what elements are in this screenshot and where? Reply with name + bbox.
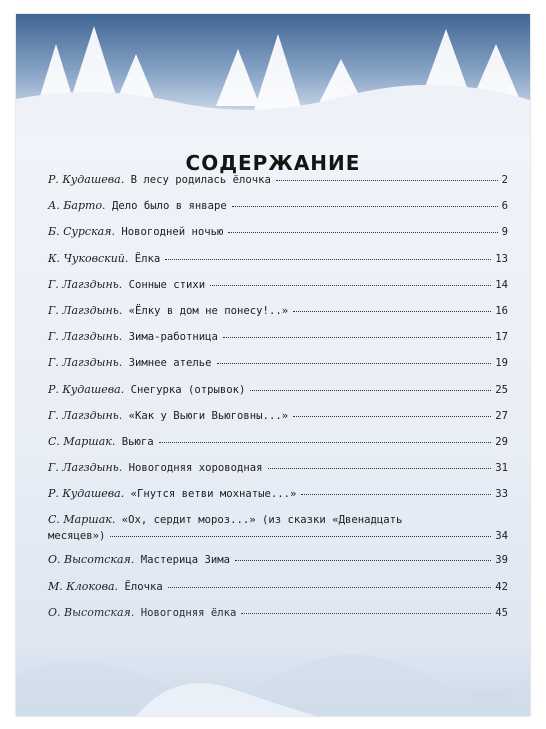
toc-page-number: 29 <box>495 435 508 448</box>
toc-entry <box>48 253 508 279</box>
toc-page-number: 6 <box>501 200 508 213</box>
toc-entry <box>48 357 508 383</box>
table-of-contents <box>48 174 508 633</box>
toc-entry <box>48 331 508 357</box>
toc-author: Г. Лагздынь. <box>48 277 123 291</box>
toc-title: Зимнее ателье <box>128 357 212 370</box>
toc-title: В лесу родилась ёлочка <box>130 174 271 186</box>
toc-entry <box>48 462 508 488</box>
dot-leader <box>165 259 491 260</box>
toc-title: «Ёлку в дом не понесу!..» <box>128 304 289 317</box>
dot-leader <box>235 560 491 561</box>
toc-author: Р. Кудашева. <box>48 487 125 501</box>
toc-author: С. Маршак. <box>48 513 116 527</box>
toc-entry <box>48 200 508 226</box>
toc-page-number: 9 <box>501 226 508 239</box>
book-page <box>16 14 530 716</box>
dot-leader <box>223 337 491 338</box>
toc-page-number: 31 <box>495 462 508 475</box>
toc-author: Г. Лагздынь. <box>48 330 123 344</box>
toc-entry <box>48 279 508 305</box>
toc-title: Зима-работница <box>128 331 218 344</box>
dot-leader <box>293 311 491 312</box>
toc-title: «Ох, сердит мороз...» (из сказки «Двенадцать <box>121 514 403 527</box>
toc-title: Ёлка <box>134 252 161 265</box>
toc-page-number: 39 <box>495 554 508 567</box>
toc-title: Сонные стихи <box>128 278 206 291</box>
toc-page-number: 25 <box>495 383 508 396</box>
toc-entry <box>48 488 508 514</box>
toc-page-number: 17 <box>495 331 508 344</box>
toc-author: О. Высотская. <box>48 553 135 567</box>
toc-entry <box>48 226 508 252</box>
toc-title: Ёлочка <box>124 580 163 593</box>
dot-leader <box>210 285 491 286</box>
toc-page-number: 34 <box>495 530 508 543</box>
toc-page-number: 2 <box>501 174 508 186</box>
toc-author: М. Клокова. <box>48 579 119 593</box>
toc-title: Новогодней ночью <box>121 226 224 239</box>
toc-page-number: 19 <box>495 357 508 370</box>
toc-entry <box>48 581 508 607</box>
toc-title: Мастерица Зима <box>140 554 231 567</box>
toc-page-number: 14 <box>495 278 508 291</box>
toc-entry <box>48 305 508 331</box>
toc-author: Г. Лагздынь. <box>48 408 123 422</box>
toc-page-number: 16 <box>495 304 508 317</box>
toc-author: С. Маршак. <box>48 434 116 448</box>
toc-page-number: 13 <box>495 252 508 265</box>
snowdrift-illustration <box>16 606 530 716</box>
winter-forest-illustration <box>16 14 530 134</box>
toc-page-number: 27 <box>495 409 508 422</box>
dot-leader <box>228 232 497 233</box>
dot-leader <box>168 587 492 588</box>
toc-author: Р. Кудашева. <box>48 173 125 186</box>
toc-entry <box>48 384 508 410</box>
dot-leader <box>250 390 491 391</box>
toc-title: Новогодняя хороводная <box>128 462 263 475</box>
toc-title: Вьюга <box>121 435 154 448</box>
toc-title: «Как у Вьюги Вьюговны...» <box>128 409 289 422</box>
toc-author: Г. Лагздынь. <box>48 356 123 370</box>
toc-title-continuation: месяцев») <box>48 530 106 543</box>
dot-leader <box>293 416 491 417</box>
toc-page-number: 42 <box>495 580 508 593</box>
toc-author: Г. Лагздынь. <box>48 303 123 317</box>
toc-author: Г. Лагздынь. <box>48 461 123 475</box>
toc-page-number: 33 <box>495 488 508 501</box>
toc-author: А. Барто. <box>48 199 106 213</box>
toc-author: К. Чуковский. <box>48 251 129 265</box>
toc-entry <box>48 436 508 462</box>
dot-leader <box>159 442 492 443</box>
dot-leader <box>268 468 492 469</box>
page-title: СОДЕРЖАНИЕ <box>185 151 361 176</box>
toc-title: Снегурка (отрывок) <box>130 383 246 396</box>
dot-leader <box>232 206 498 207</box>
toc-title: «Гнутся ветви мохнатые...» <box>130 488 297 501</box>
toc-entry <box>48 410 508 436</box>
toc-entry <box>48 514 508 554</box>
dot-leader <box>217 363 492 364</box>
toc-author: Б. Сурская. <box>48 225 115 239</box>
dot-leader <box>301 494 491 495</box>
toc-title: Дело было в январе <box>111 200 227 213</box>
toc-entry <box>48 174 508 200</box>
toc-author: Р. Кудашева. <box>48 382 125 396</box>
dot-leader <box>276 180 498 181</box>
toc-entry <box>48 554 508 580</box>
dot-leader <box>110 536 491 537</box>
